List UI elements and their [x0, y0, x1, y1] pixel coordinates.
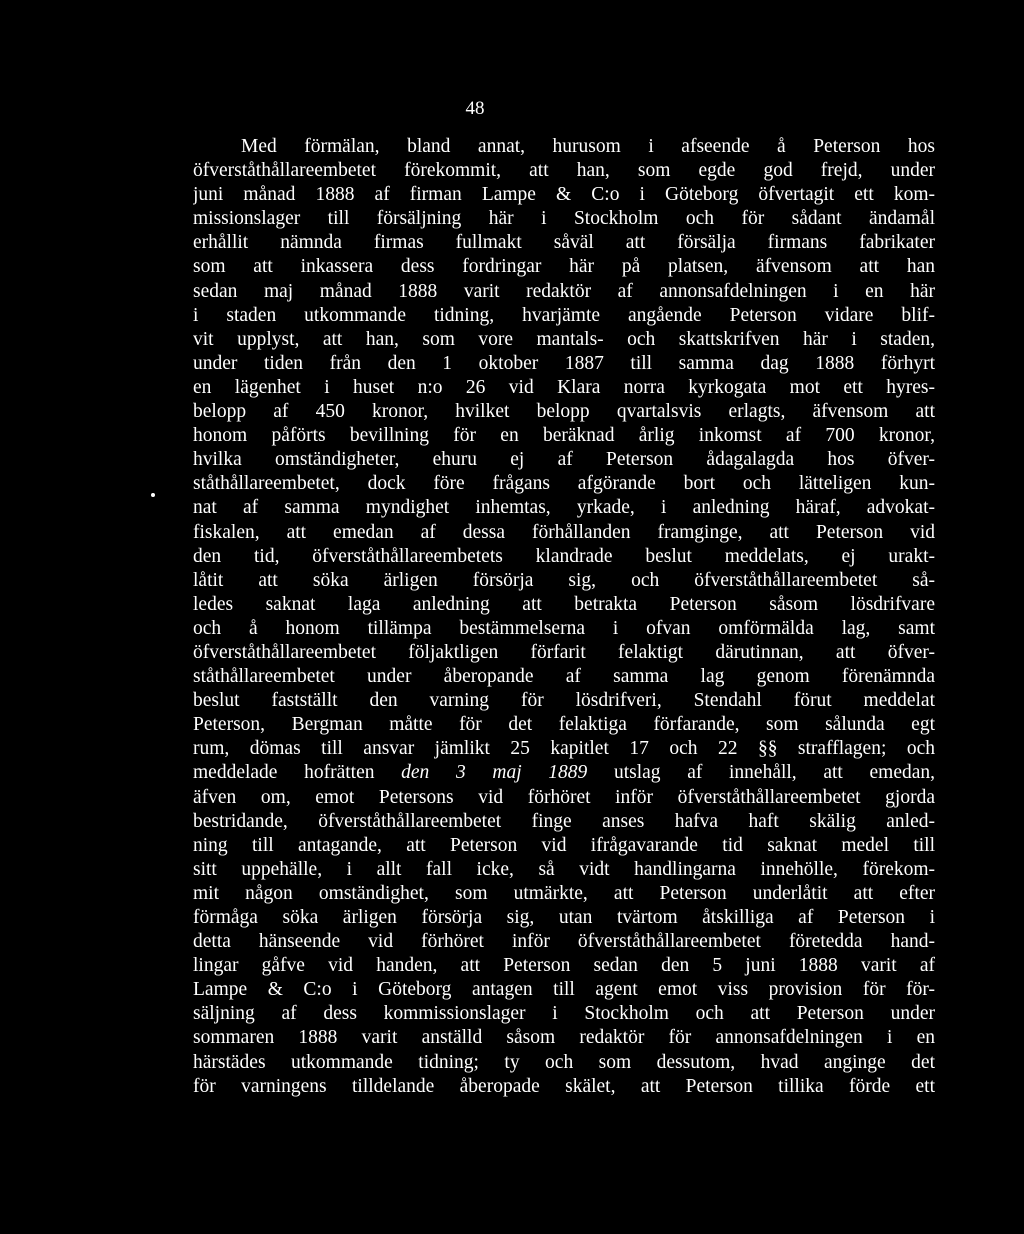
text-line: ledes saknat laga anledning att betrakta Peterson såsom lösdrifvare [193, 593, 935, 615]
text-line: en lägenhet i huset n:o 26 vid Klara norra kyrkogata mot ett hyres- [193, 376, 935, 398]
text-line: och å honom tillämpa bestämmelserna i ofvan omförmälda lag, samt [193, 617, 935, 639]
text-line: sommaren 1888 varit anställd såsom redaktör för annonsafdelningen i en [193, 1027, 935, 1049]
text-line: öfverståthållareembetet förekommit, att han, som egde god frejd, under [193, 160, 935, 182]
text-line: under tiden från den 1 oktober 1887 till samma dag 1888 förhyrt [193, 352, 935, 374]
body-text [193, 135, 935, 1099]
text-line: rum, dömas till ansvar jämlikt 25 kapitlet 17 och 22 §§ strafflagen; och [193, 738, 935, 760]
text-line: missionslager till försäljning här i Stockholm och för sådant ändamål [193, 208, 935, 230]
text-line: Med förmälan, bland annat, hurusom i afseende å Peterson hos [241, 136, 935, 157]
text-line: ståthållareembetet under åberopande af samma lag genom förenämnda [193, 666, 935, 688]
text-line: fiskalen, att emedan af dessa förhållanden framginge, att Peterson vid [193, 521, 935, 543]
text-line: låtit att söka ärligen försörja sig, och öfverståthållareembetet så- [193, 569, 935, 591]
text-line: lingar gåfve vid handen, att Peterson sedan den 5 juni 1888 varit af [193, 955, 935, 977]
text-line: honom påförts bevillning för en beräknad årlig inkomst af 700 kronor, [193, 425, 935, 447]
text-line: vit upplyst, att han, som vore mantals- och skattskrifven här i staden, [193, 328, 935, 350]
text-line: ning till antagande, att Peterson vid ifrågavarande tid saknat medel till [193, 834, 935, 856]
text-line: i staden utkommande tidning, hvarjämte angående Peterson vidare blif- [193, 304, 935, 326]
text-line: öfverståthållareembetet följaktligen förfarit felaktigt därutinnan, att öfver- [193, 641, 935, 663]
text-line: förmåga söka ärligen försörja sig, utan tvärtom åtskilliga af Peterson i [193, 907, 935, 928]
text-line: sedan maj månad 1888 varit redaktör af annonsafdelningen i en här [193, 280, 935, 302]
text-line: äfven om, emot Petersons vid förhöret inför öfverståthållareembetet gjorda [193, 786, 935, 808]
text-line: erhållit nämnda firmas fullmakt såväl att försälja firmans fabrikater [193, 232, 935, 254]
text-line: bestridande, öfverståthållareembetet finge anses hafva haft skälig anled- [193, 810, 935, 832]
text-line: meddelade hofrätten den 3 maj 1889 utslag af innehåll, att emedan, [193, 762, 935, 784]
text-line: som att inkassera dess fordringar här på platsen, äfvensom att han [193, 256, 935, 278]
text-line: den tid, öfverståthållareembetets klandrade beslut meddelats, ej urakt- [193, 545, 935, 567]
text-line: belopp af 450 kronor, hvilket belopp qvartalsvis erlagts, äfvensom att [193, 401, 935, 423]
text-line: beslut fastställt den varning för lösdrifveri, Stendahl förut meddelat [193, 690, 935, 712]
text-line: Peterson, Bergman måtte för det felaktiga förfarande, som sålunda egt [193, 714, 935, 736]
text-line: säljning af dess kommissionslager i Stockholm och att Peterson under [193, 1003, 935, 1025]
text-line: mit någon omständighet, som utmärkte, att Peterson underlåtit att efter [193, 882, 935, 904]
text-line: härstädes utkommande tidning; ty och som dessutom, hvad anginge det [193, 1051, 935, 1073]
text-line: Lampe & C:o i Göteborg antagen till agent emot viss provision för för- [193, 979, 935, 1001]
text-line: sitt uppehälle, i allt fall icke, så vidt handlingarna innehölle, förekom- [193, 858, 935, 880]
text-line: juni månad 1888 af firman Lampe & C:o i Göteborg öfvertagit ett kom- [193, 184, 935, 206]
page-number: 48 [465, 98, 485, 119]
ink-speck [151, 493, 155, 497]
italic-date: den 3 maj 1889 [401, 762, 588, 784]
text-line: nat af samma myndighet inhemtas, yrkade, i anledning häraf, advokat- [193, 497, 935, 519]
text-line: för varningens tilldelande åberopade skälet, att Peterson tillika förde ett [193, 1075, 935, 1097]
text-line: ståthållareembetet, dock före frågans afgörande bort och lätteligen kun- [193, 473, 935, 495]
text-line: hvilka omständigheter, ehuru ej af Peterson ådagalagda hos öfver- [193, 449, 935, 471]
text-line: detta hänseende vid förhöret inför öfverståthållareembetet företedda hand- [193, 931, 935, 953]
